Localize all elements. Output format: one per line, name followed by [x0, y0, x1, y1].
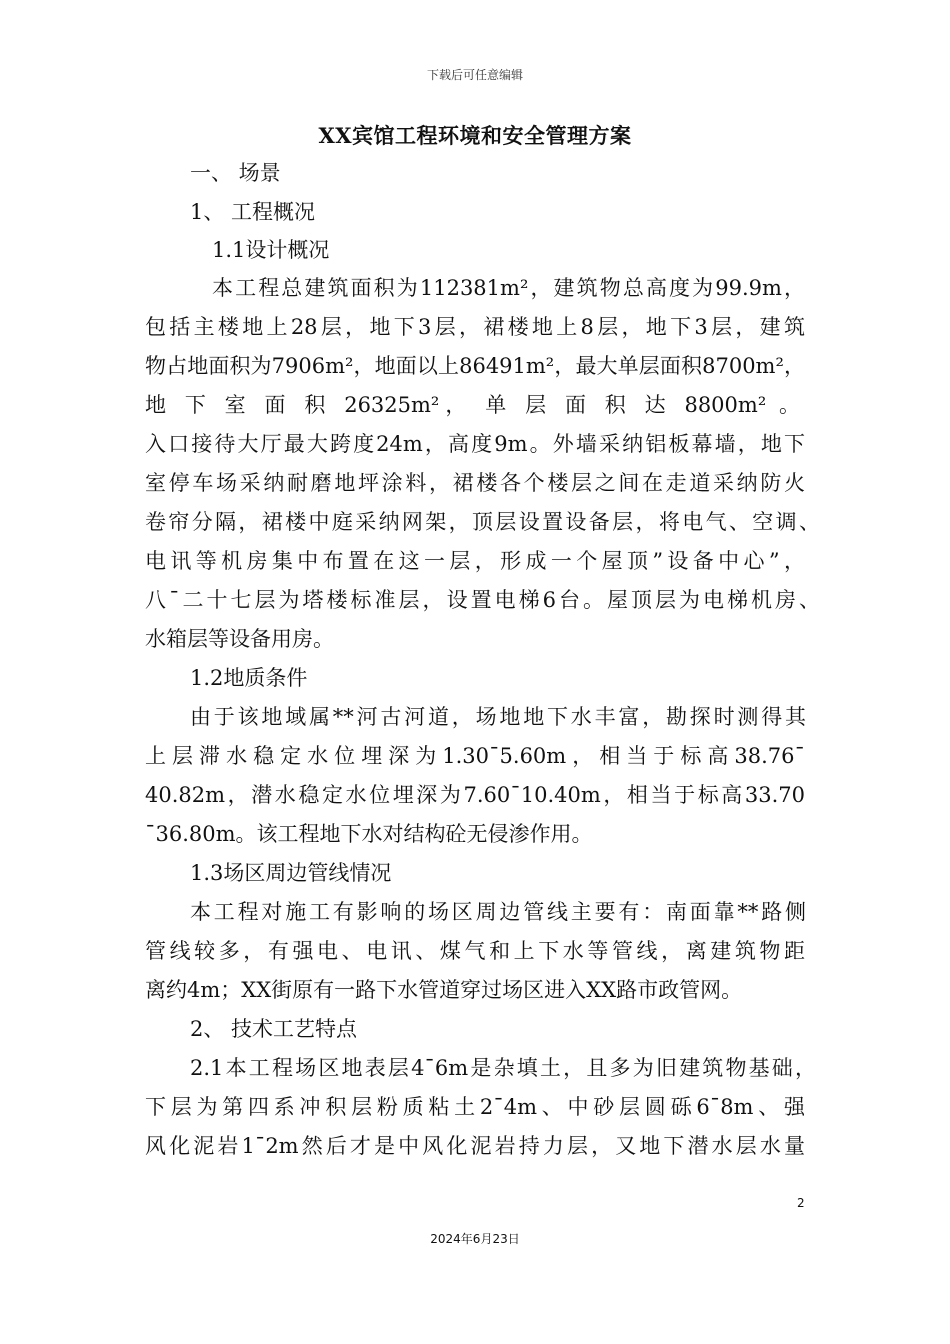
paragraph-line: 地 下 室 面 积 26325m²， 单 层 面 积 达 8800m² 。	[145, 393, 800, 417]
paragraph-line: 风化泥岩1¯2m然后才是中风化泥岩持力层，又地下潜水层水量	[145, 1134, 805, 1158]
paragraph-line: 离约4m；XX街原有一路下水管道穿过场区进入XX路市政管网。	[145, 978, 743, 1002]
subsection-heading: 2、 技术工艺特点	[190, 1017, 358, 1041]
paragraph-line: 卷帘分隔，裙楼中庭采纳网架，顶层设置设备层，将电气、空调、	[145, 510, 820, 534]
paragraph-line: 管线较多，有强电、电讯、煤气和上下水等管线，离建筑物距	[145, 939, 805, 963]
paragraph-line: 物占地面积为7906m²，地面以上86491m²，最大单层面积8700m²，	[145, 354, 805, 378]
footer-date: 2024年6月23日	[430, 1232, 520, 1246]
paragraph-line: 下层为第四系冲积层粉质粘土2¯4m、中砂层圆砾6¯8m、强	[145, 1095, 805, 1119]
paragraph-line: 室停车场采纳耐磨地坪涂料，裙楼各个楼层之间在走道采纳防火	[145, 471, 805, 495]
paragraph-line: 入口接待大厅最大跨度24m，高度9m。外墙采纳铝板幕墙，地下	[145, 432, 805, 456]
paragraph-line: 由于该地域属**河古河道，场地地下水丰富，勘探时测得其	[190, 705, 806, 729]
paragraph-line: 40.82m，潜水稳定水位埋深为7.60¯10.40m，相当于标高33.70	[145, 783, 805, 807]
subsubsection-heading: 1.2地质条件	[190, 666, 308, 690]
paragraph-line: 水箱层等设备用房。	[145, 627, 334, 651]
page-header-note: 下载后可任意编辑	[426, 68, 523, 82]
paragraph-line: 上层滞水稳定水位埋深为1.30¯5.60m，相当于标高38.76¯	[145, 744, 805, 768]
paragraph-line: 本工程总建筑面积为112381m²，建筑物总高度为99.9m，	[212, 276, 805, 300]
paragraph-line: 包括主楼地上28层，地下3层，裙楼地上8层，地下3层，建筑	[145, 315, 805, 339]
subsubsection-heading: 1.3场区周边管线情况	[190, 861, 392, 885]
paragraph-line: 本工程对施工有影响的场区周边管线主要有：南面靠**路侧	[190, 900, 806, 924]
paragraph-line: 八¯二十七层为塔楼标准层，设置电梯6台。屋顶层为电梯机房、	[145, 588, 820, 612]
section-heading: 一、 场景	[190, 161, 281, 185]
paragraph-line: 电讯等机房集中布置在这一层，形成一个屋顶”设备中心”，	[145, 549, 805, 573]
subsection-heading: 1、 工程概况	[190, 200, 316, 224]
paragraph-line: 2.1本工程场区地表层4¯6m是杂填土，且多为旧建筑物基础，	[190, 1056, 816, 1080]
page-number: 2	[797, 1196, 805, 1210]
paragraph-line: ¯36.80m。该工程地下水对结构砼无侵渗作用。	[145, 822, 593, 846]
document-title: XX宾馆工程环境和安全管理方案	[318, 123, 632, 148]
subsubsection-heading: 1.1设计概况	[212, 238, 330, 262]
